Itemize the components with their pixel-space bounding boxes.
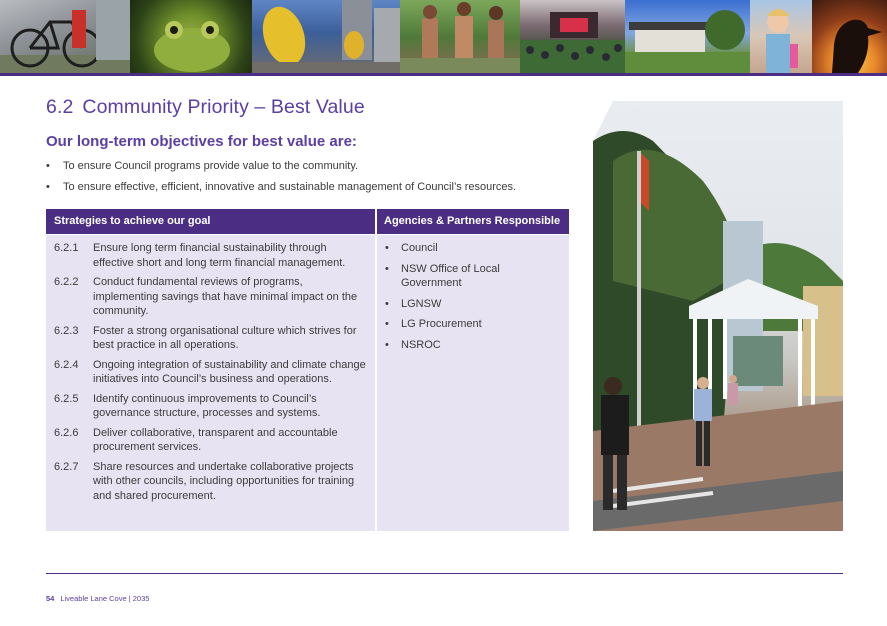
strategies-list: [54, 241, 369, 508]
page-footer: [46, 594, 149, 603]
strategies-column: [46, 235, 375, 531]
strategy-text: Deliver collaborative, transparent and accountable procurement services.: [93, 426, 338, 453]
strategy-item: [54, 324, 369, 353]
strategy-code: 6.2.3: [54, 324, 79, 337]
strategies-table: [46, 209, 569, 531]
partners-list: [385, 241, 560, 358]
banner-photo-frog: [130, 0, 252, 73]
strategy-code: 6.2.6: [54, 426, 79, 439]
bird-icon: [812, 0, 887, 73]
strategy-item: [54, 392, 369, 421]
strategies-header: Strategies to achieve our goal: [46, 209, 375, 234]
strategy-item: [54, 426, 369, 455]
banner-photo-outdoor-concert: [520, 0, 625, 73]
partner-item: • LG Procurement: [385, 317, 560, 332]
strategy-text: Foster a strong organisational culture which strives for best practice in all operations.: [93, 324, 357, 351]
strategy-text: Share resources and undertake collaborative projects with other councils, including opportunities for training and shared procurement.: [93, 460, 355, 502]
strategy-item: [54, 275, 369, 319]
banner-photo-sculpture-plaza: [252, 0, 400, 73]
strategy-text: Conduct fundamental reviews of programs, implementing savings that have minimal impact on the community.: [93, 276, 358, 317]
strategy-code: 6.2.4: [54, 358, 79, 371]
page-title: [46, 96, 365, 119]
section-title: Community Priority – Best Value: [82, 96, 365, 118]
strategy-code: 6.2.7: [54, 460, 79, 473]
partner-item: • NSW Office of Local Government: [385, 262, 560, 291]
strategy-item: [54, 241, 369, 270]
objectives-list: [46, 159, 516, 201]
frog-icon: [130, 0, 252, 73]
strategy-item: [54, 460, 369, 504]
partners-header: Agencies & Partners Responsible: [377, 209, 569, 234]
strategy-text: Identify continuous improvements to Council’s governance structure, processes and systems.: [93, 392, 321, 419]
page-number: 54: [46, 594, 55, 603]
strategy-code: 6.2.5: [54, 392, 79, 405]
banner-photo-kookaburra-sunset: [812, 0, 887, 73]
footer-divider: [46, 573, 843, 574]
section-number: 6.2: [46, 96, 74, 118]
banner-photo-strip: [0, 0, 887, 73]
banner-divider: [0, 73, 887, 76]
banner-photo-performers: [400, 0, 520, 73]
banner-photo-community-building: [625, 0, 750, 73]
banner-photo-bicycle: [0, 0, 130, 73]
partner-item: • NSROC: [385, 338, 560, 353]
objective-item: • To ensure Council programs provide value to the community.: [46, 159, 516, 180]
strategy-text: Ongoing integration of sustainability and climate change initiatives into Council’s business and operations.: [93, 358, 366, 385]
partner-item: • Council: [385, 241, 560, 256]
partner-item: • LGNSW: [385, 297, 560, 312]
strategy-item: [54, 358, 369, 387]
partners-column: [377, 235, 569, 531]
strategy-text: Ensure long term financial sustainability through effective short and long term financial management.: [93, 242, 346, 269]
council-building-photo: [593, 101, 843, 531]
publication-name: Liveable Lane Cove | 2035: [60, 594, 150, 603]
bicycle-icon: [0, 0, 130, 73]
objectives-heading: Our long-term objectives for best value are:: [46, 133, 357, 150]
strategy-code: 6.2.1: [54, 242, 79, 254]
strategy-code: 6.2.2: [54, 276, 79, 288]
objective-item: • To ensure effective, efficient, innovative and sustainable management of Council’s resources.: [46, 180, 516, 201]
banner-photo-child: [750, 0, 812, 73]
